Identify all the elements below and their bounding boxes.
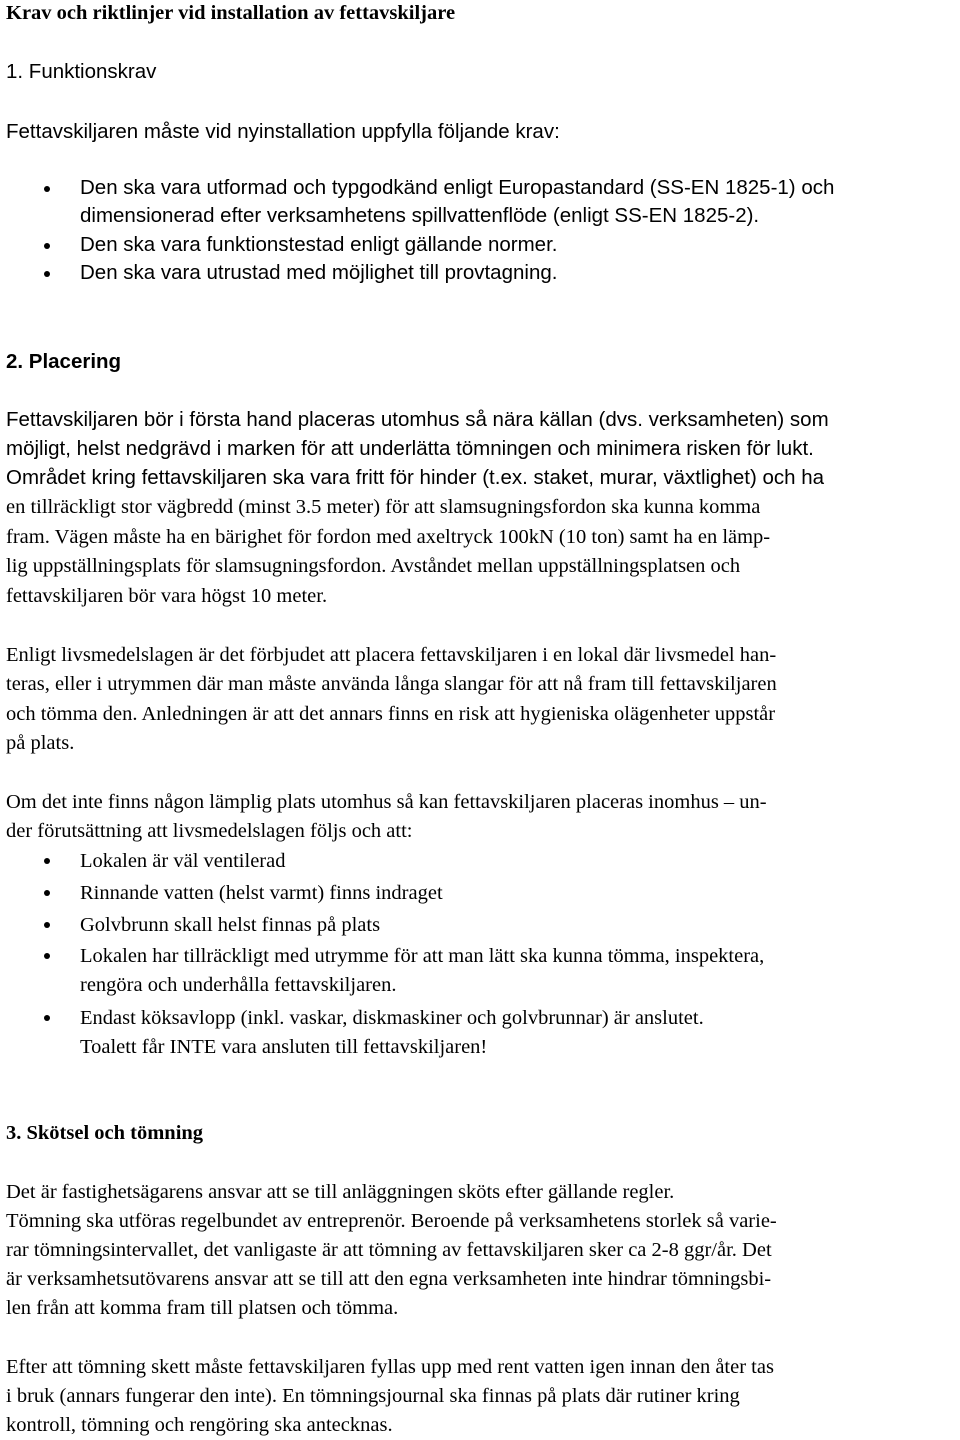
list-item: Den ska vara utformad och typgodkänd enligt Europastandard (SS-EN 1825-1) och: [80, 176, 835, 199]
text-line: och tömma den. Anledningen är att det annars finns en risk att hygieniska olägenheter uppstår: [6, 703, 776, 725]
list-item: Den ska vara funktionstestad enligt gällande normer.: [80, 233, 558, 256]
section-heading-funktionskrav: 1. Funktionskrav: [6, 60, 157, 83]
text-line: der förutsättning att livsmedelslagen följs och att:: [6, 820, 413, 842]
list-item: Den ska vara utrustad med möjlighet till provtagning.: [80, 261, 558, 284]
bullet-icon: [44, 858, 50, 864]
bullet-icon: [44, 243, 50, 249]
text-line: Det är fastighetsägarens ansvar att se till anläggningen sköts efter gällande regler.: [6, 1181, 675, 1203]
bullet-icon: [44, 953, 50, 959]
bullet-icon: [44, 1015, 50, 1021]
section-heading-placering: 2. Placering: [6, 350, 122, 373]
text-line: lig uppställningsplats för slamsugningsfordon. Avståndet mellan uppställningsplatsen och: [6, 555, 741, 577]
bullet-icon: [44, 186, 50, 192]
list-item: Lokalen är väl ventilerad: [80, 850, 286, 872]
list-item-continuation: dimensionerad efter verksamhetens spillvattenflöde (enligt SS-EN 1825-2).: [80, 204, 760, 227]
text-line: rar tömningsintervallet, det vanligaste är att tömning av fettavskiljaren sker ca 2-8 ggr/år. Det: [6, 1239, 772, 1261]
text-line: Enligt livsmedelslagen är det förbjudet att placera fettavskiljaren i en lokal där livsmedel han-: [6, 644, 777, 666]
section-intro: Fettavskiljaren måste vid nyinstallation uppfylla följande krav:: [6, 120, 560, 143]
list-item-continuation: Toalett får INTE vara ansluten till fettavskiljaren!: [80, 1036, 488, 1058]
list-item: Golvbrunn skall helst finnas på plats: [80, 914, 381, 936]
text-line: kontroll, tömning och rengöring ska antecknas.: [6, 1414, 393, 1436]
list-item: Endast köksavlopp (inkl. vaskar, diskmaskiner och golvbrunnar) är anslutet.: [80, 1007, 704, 1029]
document-page: [6, 0, 956, 1440]
list-item-continuation: rengöra och underhålla fettavskiljaren.: [80, 974, 397, 996]
list-item: Rinnande vatten (helst varmt) finns indraget: [80, 882, 443, 904]
text-line: len från att komma fram till platsen och tömma.: [6, 1297, 399, 1319]
text-line: Om det inte finns någon lämplig plats utomhus så kan fettavskiljaren placeras inomhus – un-: [6, 791, 767, 813]
bullet-icon: [44, 922, 50, 928]
text-line: möjligt, helst nedgrävd i marken för att underlätta tömningen och minimera risken för lukt.: [6, 437, 814, 460]
text-line: på plats.: [6, 732, 75, 754]
text-line: en tillräckligt stor vägbredd (minst 3.5 meter) för att slamsugningsfordon ska kunna komma: [6, 496, 761, 518]
text-line: i bruk (annars fungerar den inte). En tömningsjournal ska finnas på plats där rutiner kring: [6, 1385, 740, 1407]
text-line: är verksamhetsutövarens ansvar att se till att den egna verksamheten inte hindrar tömningsbi-: [6, 1268, 772, 1290]
document-title: Krav och riktlinjer vid installation av fettavskiljare: [6, 2, 456, 24]
text-line: Området kring fettavskiljaren ska vara fritt för hinder (t.ex. staket, murar, växtlighet) och ha: [6, 466, 825, 489]
list-item: Lokalen har tillräckligt med utrymme för att man lätt ska kunna tömma, inspektera,: [80, 945, 765, 967]
text-line: Tömning ska utföras regelbundet av entreprenör. Beroende på verksamhetens storlek så varie-: [6, 1210, 777, 1232]
text-line: fettavskiljaren bör vara högst 10 meter.: [6, 585, 328, 607]
text-line: teras, eller i utrymmen där man måste använda långa slangar för att nå fram till fettavskiljaren: [6, 673, 777, 695]
text-line: Efter att tömning skett måste fettavskiljaren fyllas upp med rent vatten igen innan den åter tas: [6, 1356, 774, 1378]
section-heading-skotsel: 3. Skötsel och tömning: [6, 1122, 204, 1144]
text-line: fram. Vägen måste ha en bärighet för fordon med axeltryck 100kN (10 ton) samt ha en lämp-: [6, 526, 771, 548]
bullet-icon: [44, 271, 50, 277]
bullet-icon: [44, 890, 50, 896]
text-line: Fettavskiljaren bör i första hand placeras utomhus så nära källan (dvs. verksamheten) som: [6, 408, 829, 431]
